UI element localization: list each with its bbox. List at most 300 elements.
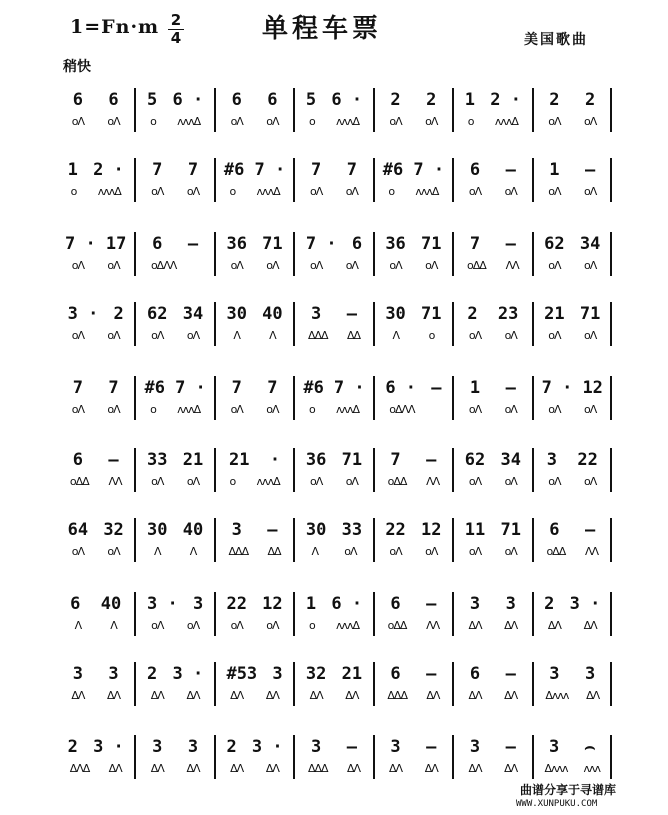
note: 2 · [490, 90, 521, 110]
barline [452, 376, 454, 420]
measure-notes [60, 450, 131, 470]
measure-notes [298, 664, 369, 684]
note: — [584, 160, 596, 180]
barline [373, 158, 375, 202]
note: 7 · [541, 378, 573, 398]
measure [378, 88, 449, 144]
barline [532, 735, 534, 779]
barline [214, 158, 216, 202]
measure [298, 735, 369, 791]
strum-pattern [298, 185, 369, 198]
note: 6 [72, 90, 83, 110]
note: — [267, 520, 278, 540]
barline [214, 662, 216, 706]
note: ⌢ [584, 737, 596, 757]
strum-pattern [60, 689, 131, 702]
strum-mark: o [308, 403, 315, 416]
note: 6 [390, 594, 401, 614]
strum-mark: o [467, 115, 474, 128]
measure-notes [60, 304, 131, 324]
measure-notes [298, 520, 369, 540]
barline [452, 448, 454, 492]
note: — [584, 520, 596, 540]
note: #53 [226, 664, 258, 684]
strum-pattern [139, 259, 210, 272]
barline [532, 88, 534, 132]
note: 30 [226, 304, 247, 324]
key-signature: 1=Fn·m [70, 16, 160, 38]
strum-mark: oΔΛΛ [389, 403, 415, 416]
strum-mark: ΔΔΔ [307, 762, 328, 775]
measure-notes [457, 664, 528, 684]
barline [532, 518, 534, 562]
strum-mark: ΔΛ [504, 689, 518, 702]
measure-notes [457, 450, 528, 470]
staff-row [56, 592, 612, 648]
note: 36 [305, 450, 327, 470]
measure-notes [537, 594, 608, 614]
note: 2 [544, 594, 555, 614]
barline [134, 448, 136, 492]
staff-row [56, 518, 612, 574]
measure [60, 735, 131, 791]
strum-pattern [139, 329, 210, 342]
strum-mark: ΔΛ [424, 762, 438, 775]
note: #6 [144, 378, 165, 398]
note: 7 [311, 160, 322, 180]
staff-row [56, 376, 612, 432]
barline [532, 376, 534, 420]
strum-mark: ʌʌʌΔ [494, 115, 518, 128]
strum-mark: oΛ [425, 115, 438, 128]
note: 22 [577, 450, 598, 470]
strum-pattern [378, 403, 449, 416]
strum-mark: ʌʌʌΔ [335, 403, 360, 416]
strum-mark: Λ [189, 545, 197, 558]
note: — [505, 378, 516, 398]
note: 6 · [331, 90, 363, 110]
strum-pattern [457, 259, 528, 272]
strum-mark: ΔΛ [265, 762, 279, 775]
measure [537, 158, 608, 214]
measure-notes [60, 664, 131, 684]
barline [610, 518, 612, 562]
strum-pattern [378, 545, 449, 558]
strum-mark: oΛ [548, 185, 561, 198]
strum-mark: oΛ [548, 115, 561, 128]
strum-mark: oΛ [548, 475, 561, 488]
strum-mark: oΛ [583, 115, 597, 128]
tempo-marking: 稍快 [63, 59, 91, 75]
note: 7 [390, 450, 401, 470]
staff-row [56, 232, 612, 288]
measure [298, 518, 369, 574]
strum-mark: ΛΛ [426, 475, 440, 488]
measure [457, 518, 528, 574]
measure-notes [378, 450, 449, 470]
strum-pattern [60, 619, 131, 632]
measure [537, 662, 608, 718]
strum-mark: ΔΛ [150, 689, 164, 702]
strum-mark: Δʌʌʌ [545, 689, 569, 702]
strum-mark: ΔΛ [389, 762, 403, 775]
barline [134, 735, 136, 779]
note: 7 · [413, 160, 445, 180]
measure-notes [139, 664, 210, 684]
strum-mark: o [308, 115, 315, 128]
note: 3 · [93, 737, 124, 757]
strum-pattern [378, 689, 449, 702]
strum-pattern [139, 403, 210, 416]
strum-mark: oΛ [107, 545, 120, 558]
note: 21 [341, 664, 363, 684]
note: 1 [464, 90, 475, 110]
strum-mark: oΛ [310, 185, 323, 198]
strum-mark: oΛ [71, 259, 84, 272]
note: 6 [108, 90, 119, 110]
barline [452, 232, 454, 276]
strum-mark: oΛ [548, 403, 561, 416]
barline [293, 88, 295, 132]
strum-mark: ΔΛ [186, 762, 200, 775]
barline [373, 518, 375, 562]
strum-mark: ΛΛ [585, 545, 599, 558]
note: 7 · [333, 378, 365, 398]
strum-mark: oΛ [310, 259, 323, 272]
note: #6 [382, 160, 404, 180]
measure-notes [457, 234, 528, 254]
measure-notes [219, 160, 290, 180]
barline [293, 662, 295, 706]
strum-pattern [60, 545, 131, 558]
note: 6 [267, 90, 278, 110]
strum-mark: ΔΛ [547, 619, 561, 632]
strum-mark: oΛ [583, 185, 597, 198]
strum-pattern [378, 259, 449, 272]
note: 30 [147, 520, 168, 540]
measure-notes [139, 304, 210, 324]
measure [298, 376, 369, 432]
measure [537, 518, 608, 574]
measure-notes [60, 520, 131, 540]
note: 1 [469, 378, 481, 398]
strum-pattern [298, 115, 369, 128]
measure-notes [139, 594, 210, 614]
barline [373, 232, 375, 276]
strum-mark: ΛΛ [426, 619, 440, 632]
time-signature-denominator: 4 [170, 29, 182, 47]
barline [134, 662, 136, 706]
strum-pattern [139, 762, 210, 775]
strum-mark: oΛ [230, 115, 243, 128]
barline [610, 376, 612, 420]
note: 7 · [254, 160, 286, 180]
measure-notes [457, 160, 528, 180]
measure [457, 232, 528, 288]
strum-pattern [139, 185, 210, 198]
barline [293, 735, 295, 779]
barline [610, 158, 612, 202]
strum-mark: oΛ [425, 545, 438, 558]
note: 6 · [385, 378, 417, 398]
strum-mark: ʌʌʌΔ [415, 185, 439, 198]
barline [532, 232, 534, 276]
measure [219, 376, 290, 432]
note: 6 [549, 520, 560, 540]
barline [610, 232, 612, 276]
note: 12 [262, 594, 283, 614]
strum-mark: Λ [269, 329, 276, 342]
note: 3 [311, 737, 322, 757]
strum-mark: oΛ [389, 545, 402, 558]
note: 36 [385, 234, 406, 254]
note: 71 [579, 304, 601, 324]
note: 3 [469, 594, 481, 614]
strum-mark: oΛ [151, 619, 164, 632]
strum-mark: oΛ [468, 545, 482, 558]
note: #6 [303, 378, 324, 398]
measure-notes [219, 664, 290, 684]
strum-mark: ΔΛ [107, 689, 121, 702]
measure [139, 232, 210, 288]
strum-mark: oΛ [71, 115, 84, 128]
strum-mark: oΛ [468, 403, 482, 416]
measure [219, 232, 290, 288]
measure-notes [60, 234, 131, 254]
strum-pattern [219, 545, 290, 558]
composer-credit: 美国歌曲 [524, 32, 588, 48]
strum-mark: Λ [392, 329, 400, 342]
strum-mark: o [428, 329, 435, 342]
barline [532, 158, 534, 202]
strum-mark: oΛ [583, 475, 597, 488]
note: 7 · [305, 234, 337, 254]
strum-mark: oΛ [230, 403, 243, 416]
measure-notes [537, 160, 608, 180]
measure-notes [219, 90, 290, 110]
note: 71 [341, 450, 363, 470]
note: 3 [272, 664, 283, 684]
strum-mark: o [70, 185, 77, 198]
measure-notes [378, 234, 449, 254]
note: 3 [549, 664, 560, 684]
note: 21 [544, 304, 565, 324]
measure-notes [139, 520, 210, 540]
strum-mark: oΛ [504, 545, 517, 558]
measure [378, 735, 449, 791]
measure-notes [298, 737, 369, 757]
measure [60, 376, 131, 432]
strum-mark: ʌʌʌΔ [256, 475, 280, 488]
note: 62 [464, 450, 486, 470]
strum-mark: oΛ [186, 475, 200, 488]
measure-notes [219, 737, 290, 757]
note: 1 [67, 160, 78, 180]
note: 3 · [172, 664, 204, 684]
barline [134, 88, 136, 132]
measure [219, 592, 290, 648]
note: 34 [579, 234, 601, 254]
strum-pattern [298, 545, 369, 558]
note: — [505, 234, 516, 254]
measure [60, 592, 131, 648]
strum-mark: ʌʌʌΔ [335, 619, 360, 632]
measure-notes [60, 594, 131, 614]
note: 6 [152, 234, 163, 254]
note: — [505, 737, 516, 757]
strum-pattern [298, 403, 369, 416]
note: 7 · [65, 234, 96, 254]
strum-mark: oΛ [186, 619, 200, 632]
measure-notes [298, 304, 369, 324]
measure [457, 376, 528, 432]
strum-mark: ΔΛ [583, 619, 597, 632]
strum-pattern [219, 619, 290, 632]
strum-pattern [219, 689, 290, 702]
measure [378, 376, 449, 432]
note: 23 [497, 304, 519, 324]
measure [378, 518, 449, 574]
barline [134, 158, 136, 202]
measure [298, 158, 369, 214]
strum-pattern [219, 115, 290, 128]
barline [373, 448, 375, 492]
strum-pattern [378, 475, 449, 488]
strum-pattern [219, 185, 290, 198]
strum-mark: ΔΛ [504, 619, 518, 632]
barline [373, 735, 375, 779]
measure-notes [537, 450, 608, 470]
barline [214, 518, 216, 562]
strum-mark: oΛ [186, 329, 200, 342]
measure-notes [378, 737, 449, 757]
measure [219, 662, 290, 718]
measure [457, 88, 528, 144]
note: 17 [105, 234, 127, 254]
note: 33 [147, 450, 168, 470]
measure-notes [378, 594, 449, 614]
strum-pattern [537, 185, 608, 198]
strum-pattern [457, 762, 528, 775]
note: 12 [582, 378, 603, 398]
note: 21 [182, 450, 204, 470]
measure-notes [378, 520, 449, 540]
note: 3 [546, 450, 557, 470]
strum-mark: Λ [233, 329, 240, 342]
measure [298, 662, 369, 718]
measure [219, 448, 290, 504]
measure [139, 662, 210, 718]
strum-pattern [60, 403, 131, 416]
barline [452, 88, 454, 132]
barline [373, 376, 375, 420]
measure [139, 88, 210, 144]
note: 6 [469, 160, 481, 180]
strum-mark: ΔΛ [345, 689, 359, 702]
strum-pattern [60, 185, 131, 198]
note: 3 · [251, 737, 283, 757]
staff-row [56, 158, 612, 214]
barline [532, 302, 534, 346]
strum-mark: oΛ [230, 619, 243, 632]
measure [298, 448, 369, 504]
note: — [346, 304, 357, 324]
measure [378, 592, 449, 648]
barline [293, 158, 295, 202]
strum-mark: oΛ [504, 403, 517, 416]
strum-mark: oΛ [186, 185, 200, 198]
strum-pattern [60, 762, 131, 775]
note: 3 [231, 520, 242, 540]
strum-mark: ΔΛ [265, 689, 279, 702]
measure-notes [537, 304, 608, 324]
strum-mark: oΛ [468, 475, 482, 488]
staff-row [56, 662, 612, 718]
measure [378, 232, 449, 288]
measure [139, 376, 210, 432]
note: 2 · [93, 160, 124, 180]
strum-mark: oΛ [345, 185, 358, 198]
strum-mark: ΔΔΔ [228, 545, 249, 558]
measure-notes [457, 737, 528, 757]
strum-mark: ΔΛ [71, 689, 85, 702]
note: 2 [549, 90, 560, 110]
measure-notes [298, 90, 369, 110]
strum-pattern [378, 329, 449, 342]
strum-pattern [298, 689, 369, 702]
note: — [108, 450, 119, 470]
measure-notes [219, 234, 290, 254]
measure [60, 158, 131, 214]
measure [60, 448, 131, 504]
note: 6 [390, 664, 401, 684]
strum-pattern [60, 115, 131, 128]
note: — [426, 737, 437, 757]
strum-pattern [139, 545, 210, 558]
strum-pattern [219, 475, 290, 488]
strum-mark: oΛ [468, 185, 482, 198]
measure [139, 518, 210, 574]
note: 6 [351, 234, 363, 254]
strum-mark: oΛ [71, 329, 84, 342]
measure-notes [139, 90, 210, 110]
strum-pattern [60, 329, 131, 342]
note: 6 [72, 450, 83, 470]
strum-mark: oΔΔ [69, 475, 89, 488]
barline [134, 592, 136, 636]
strum-pattern [457, 403, 528, 416]
barline [610, 302, 612, 346]
note: — [431, 378, 442, 398]
strum-mark: ΛΛ [505, 259, 519, 272]
strum-mark: oΛ [310, 475, 323, 488]
note: 40 [100, 594, 122, 614]
strum-mark: oΛ [344, 545, 357, 558]
note: — [187, 234, 199, 254]
note: 12 [421, 520, 442, 540]
barline [452, 302, 454, 346]
measure [457, 158, 528, 214]
measure-notes [60, 378, 131, 398]
strum-pattern [457, 545, 528, 558]
strum-mark: oΛ [389, 115, 402, 128]
strum-pattern [219, 762, 290, 775]
note: 3 [311, 304, 322, 324]
strum-mark: oΛ [230, 259, 243, 272]
strum-mark: ʌʌʌΔ [335, 115, 360, 128]
strum-pattern [537, 329, 608, 342]
measure [457, 592, 528, 648]
